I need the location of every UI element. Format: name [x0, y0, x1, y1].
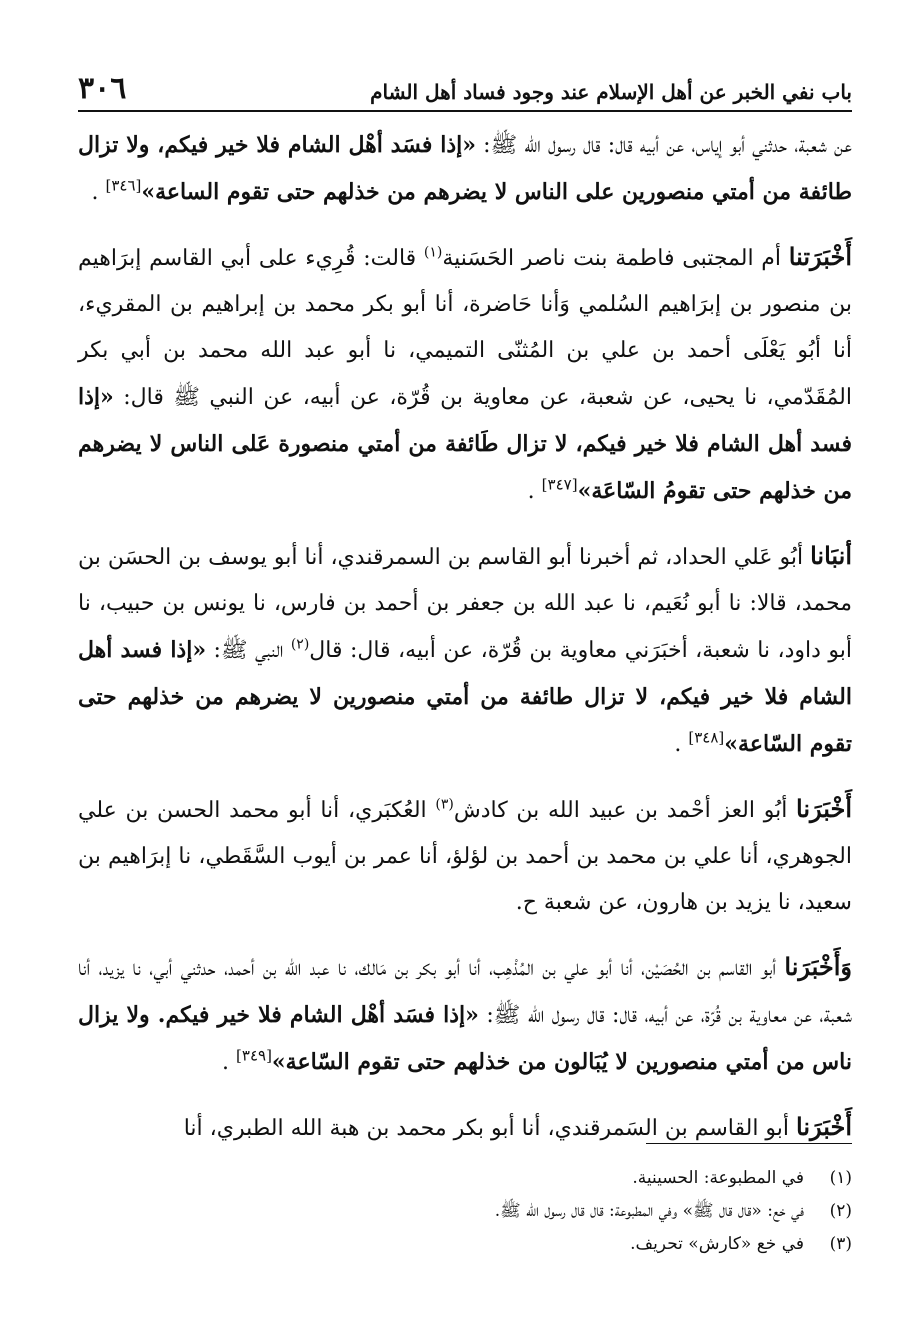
- hadith-reference: [٣٤٩]: [236, 1046, 272, 1065]
- chain-text: عن شعبة، حدثني أبو إياس، عن أبيه قال: قال رسول الله ﷺ:: [476, 133, 852, 158]
- footnote-marker: (٣): [435, 796, 454, 813]
- paragraph-1: [78, 122, 852, 216]
- footnote-text: في خع «كارش» تحريف.: [630, 1234, 804, 1254]
- footnote-marker: (٢): [290, 636, 310, 653]
- end-mark: .: [222, 1050, 237, 1075]
- end-mark: .: [674, 732, 689, 757]
- footnote-separator: [646, 1143, 852, 1144]
- end-mark: .: [527, 479, 542, 504]
- footnotes: [78, 1162, 852, 1261]
- chain-text: أبو القاسم بن الحُصَيْن، أنا أبو علي بن المُذْهِب، أنا أبو بكر بن مَالك، نا عبد الله بن أحمد، حدثني أبي، نا يزيد، أنا شعبة، عن معاوية بن قُرّة، عن أبيه، قال: قال رسول الله ﷺ:: [78, 956, 853, 1028]
- paragraph-6: [78, 1104, 852, 1152]
- page-header: [78, 52, 852, 112]
- hadith-text: «إذا فسَد أهْل الشام فلا خير فيكم. ولا يزال ناس من أمتي منصورين لا يُبَالون من خذلهم حتى تقوم السّاعة»: [78, 1002, 852, 1075]
- footnote-text: في المطبوعة: الحسينية.: [632, 1168, 804, 1188]
- footnote-number: (٣): [829, 1234, 852, 1254]
- transmission-keyword: أَخْبَرَنا: [796, 794, 852, 823]
- hadith-text: «إذا فسد أهل الشام فلا خير فيكم، لا تزال طائفة من أمتي منصورين لا يضرهم من خذلهم حتى تقوم السّاعة»: [78, 637, 852, 757]
- chain-text: أبو القاسم بن السَمرقندي، أنا أبو بكر محمد بن هبة الله الطبري، أنا: [183, 1116, 797, 1141]
- running-title: باب نفي الخبر عن أهل الإسلام عند وجود فساد أهل الشام: [370, 80, 852, 104]
- hadith-reference: [٣٤٦]: [105, 176, 142, 195]
- transmission-keyword: أَخْبَرَنا: [796, 1112, 852, 1141]
- footnote-2: [78, 1195, 852, 1228]
- transmission-keyword: أنبَانا: [810, 541, 852, 570]
- chain-text: أبُو عَلي الحداد، ثم أخبرنا أبو القاسم بن السمرقندي، أنا أبو يوسف بن الحسَن بن محمد، قالا: نا أبو نُعَيم، نا عبد الله بن جعفر بن أحمد بن فارس، نا يونس بن حبيب، نا أبو داود، نا شعبة، أخبَرَني معاوية بن قُرّة، عن أبيه، قال: قال: [78, 545, 853, 663]
- chain-text-continued: العُكبَري، أنا أبو محمد الحسن بن علي الجوهري، أنا علي بن محمد بن أحمد بن لؤلؤ، أنا عمر بن أيوب السَّقَطي، نا إبرَاهيم بن سعيد، نا يزيد بن هارون، عن شعبة ح.: [78, 798, 852, 915]
- paragraph-2: [78, 234, 852, 515]
- chain-text: أم المجتبى فاطمة بنت ناصر الحَسَنية: [442, 246, 789, 271]
- footnote-1: [78, 1162, 852, 1195]
- paragraph-3: [78, 533, 852, 768]
- paragraph-5: [78, 944, 852, 1086]
- transmission-keyword: أَخْبَرَتنا: [788, 242, 852, 271]
- footnote-number: (١): [829, 1168, 852, 1188]
- chain-text-continued: قالت: قُرِيء على أبي القاسم إبرَاهيم بن منصور بن إبرَاهيم السُلمي وَأنا حَاضرة، أنا أبو بكر محمد بن إبراهيم بن المقريء، أنا أبُو يَعْلَى أحمد بن علي بن المُثنّى التميمي، نا أبو عبد الله محمد بن أبي بكر المُقَدّمي، نا يحيى، عن شعبة، عن معاوية بن قُرّة، عن أبيه، عن النبي ﷺ قال:: [78, 246, 852, 410]
- end-mark: .: [91, 180, 106, 205]
- hadith-reference: [٣٤٨]: [688, 728, 725, 747]
- chain-text: أبُو العز أحْمد بن عبيد الله بن كادش: [453, 798, 797, 823]
- hadith-reference: [٣٤٧]: [541, 475, 578, 494]
- page-number: ٣٠٦: [78, 71, 127, 106]
- footnote-text: في خع: «قال قال ﷺ» وفي المطبوعة: قال قال رسول الله ﷺ.: [494, 1201, 804, 1221]
- chain-text-continued: النبي ﷺ:: [206, 638, 291, 663]
- transmission-keyword: وَأَخْبَرَنا: [784, 952, 852, 981]
- footnote-marker: (١): [423, 244, 443, 261]
- footnote-3: [78, 1228, 852, 1261]
- hadith-text: «إذا فسَد أهْل الشام فلا خير فيكم، ولا تزال طائفة من أمتي منصورين على الناس لا يضرهم من خذلهم حتى تقوم الساعة»: [78, 132, 852, 205]
- main-text: [78, 122, 852, 1170]
- paragraph-4: [78, 786, 852, 926]
- footnote-number: (٢): [829, 1201, 852, 1221]
- hadith-text: «إذا فسد أهل الشام فلا خير فيكم، لا تزال طَائفة من أمتي منصورة عَلى الناس لا يضرهم من خذلهم حتى تقومُ السّاعَة»: [78, 384, 852, 504]
